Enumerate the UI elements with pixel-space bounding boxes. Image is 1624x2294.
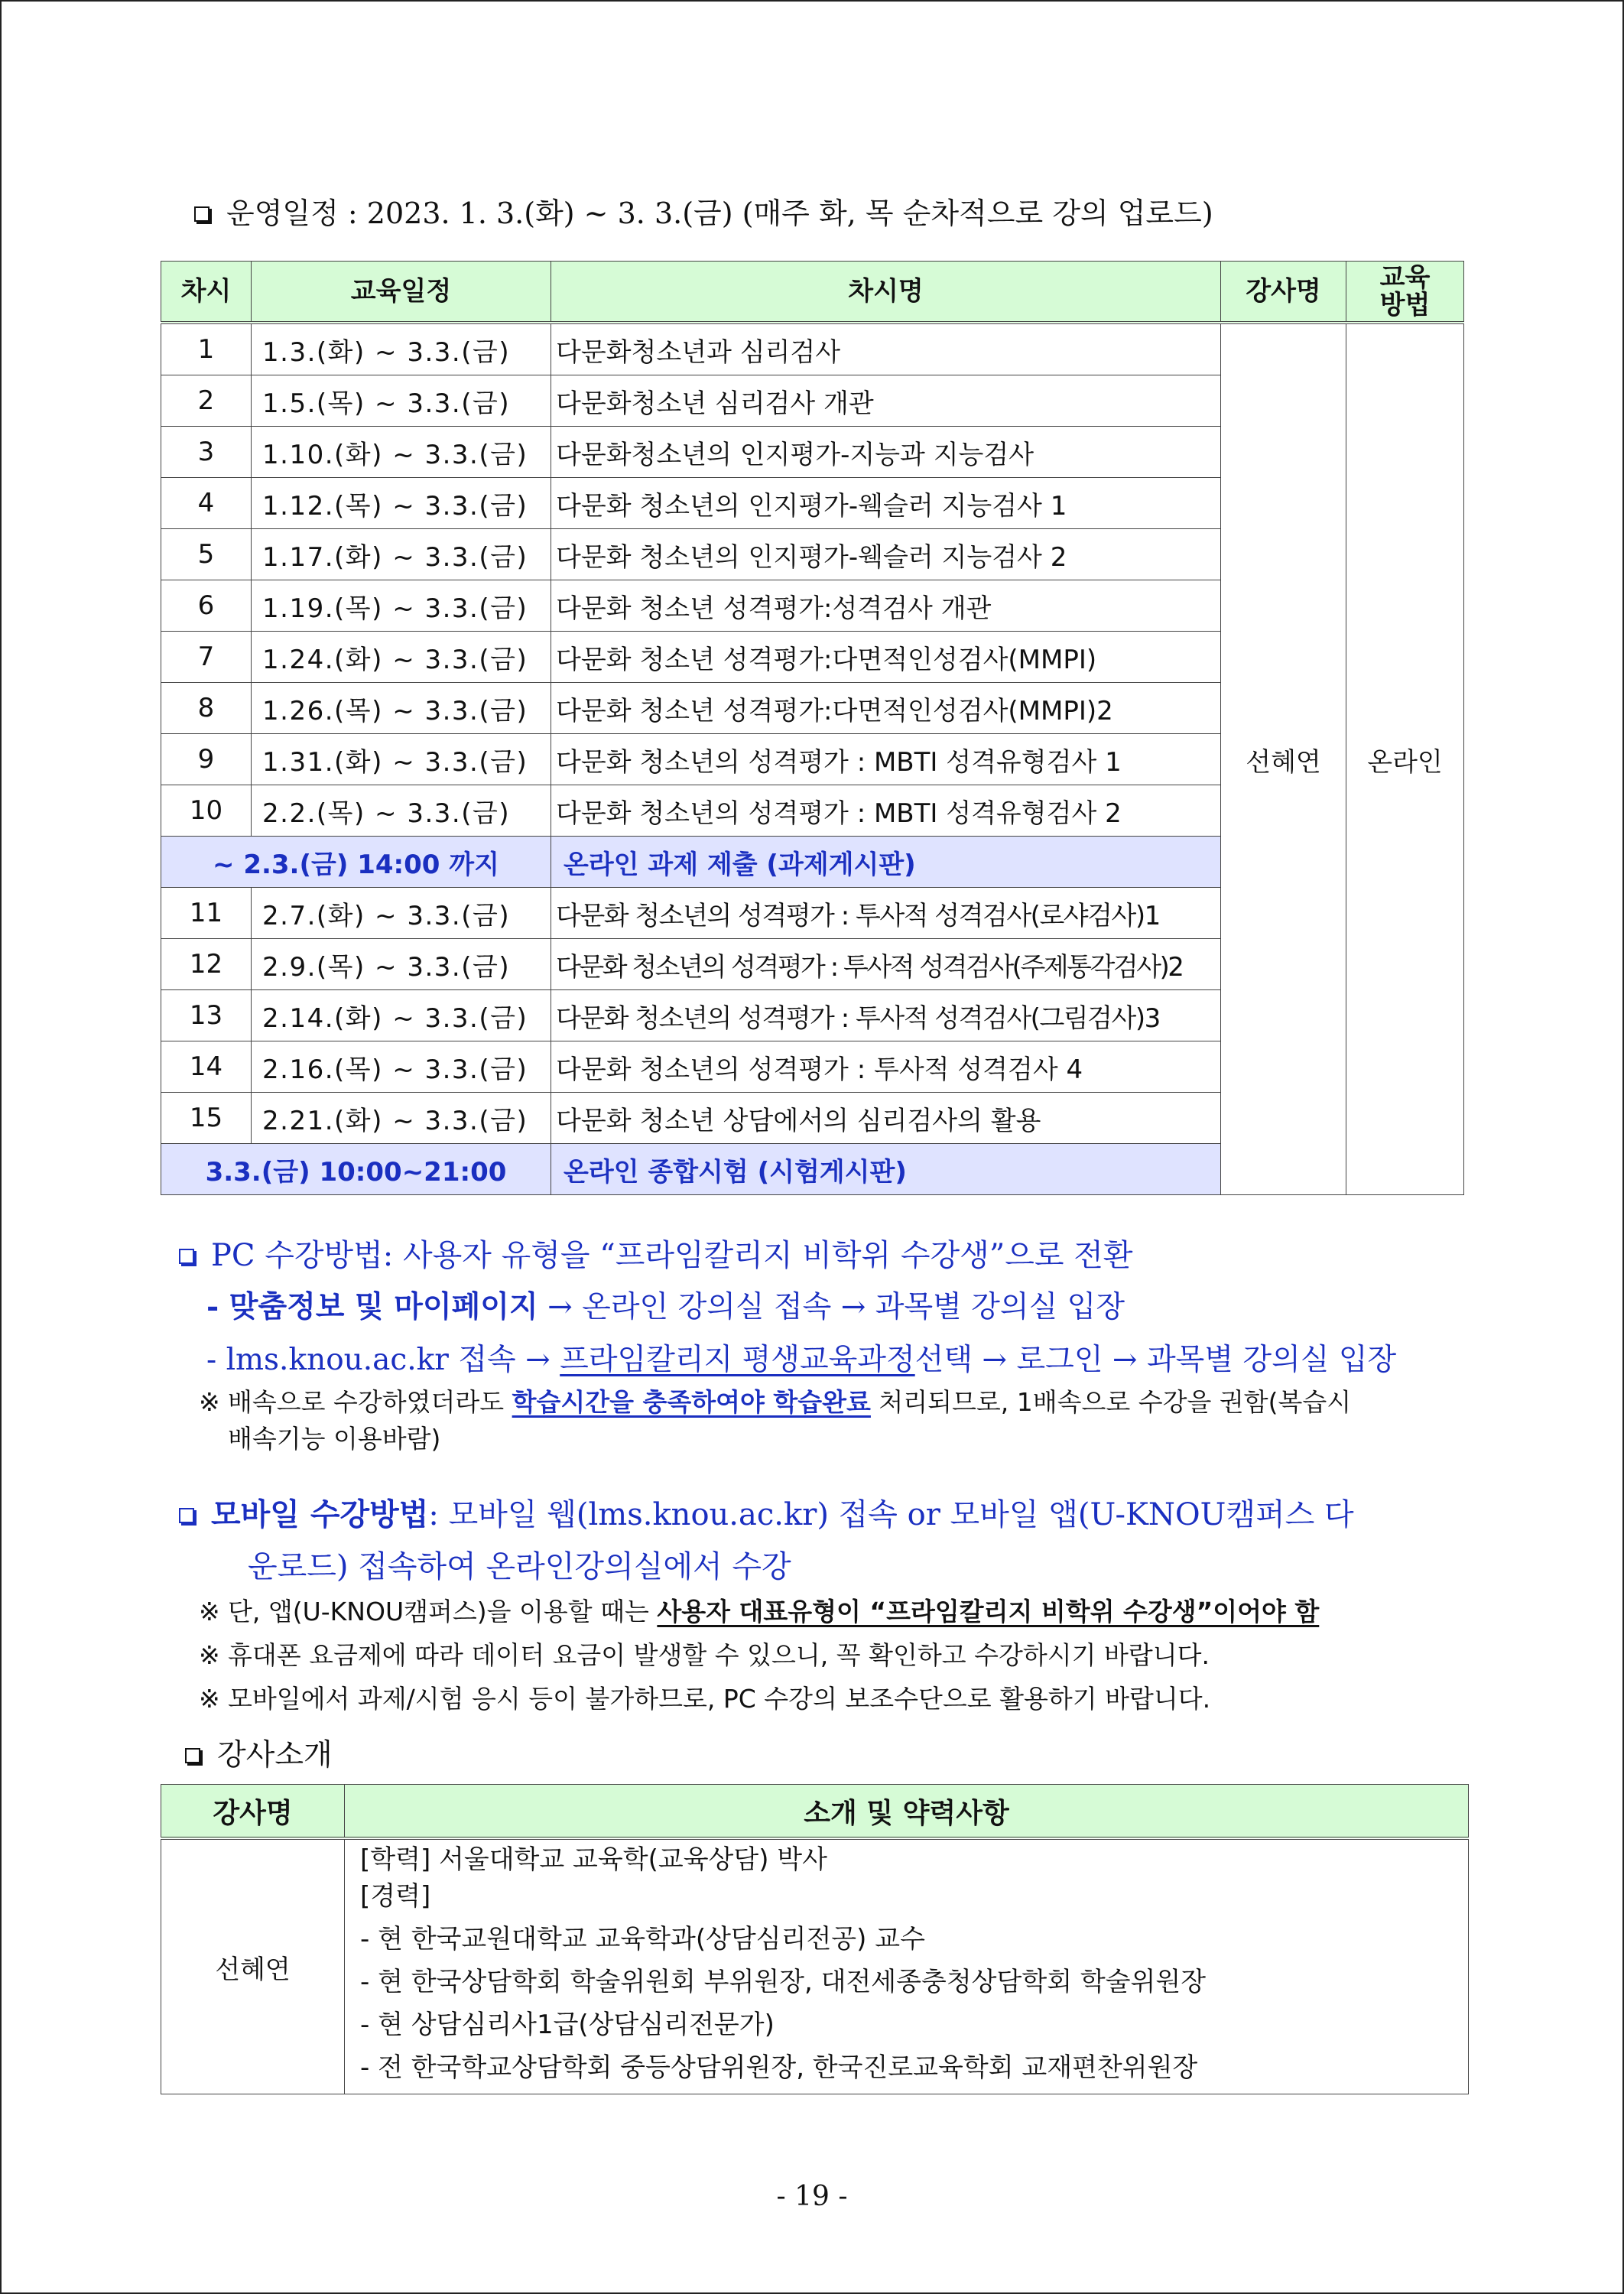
profile-line: [경력]	[360, 1881, 431, 1912]
pc-step2-a: - lms.knou.ac.kr 접속 →	[206, 1343, 560, 1377]
session-title: 다문화 청소년의 성격평가 : MBTI 성격유형검사 1	[551, 734, 1221, 785]
session-number: 9	[161, 734, 252, 785]
session-date: 1.19.(목) ~ 3.3.(금)	[252, 580, 551, 632]
mobile-note3-text: 모바일에서 과제/시험 응시 등이 불가하므로, PC 수강의 보조수단으로 활용하기 바랍니다.	[228, 1684, 1211, 1714]
education-method: 온라인	[1346, 323, 1464, 1195]
mobile-note-1	[199, 1594, 1319, 1630]
session-number: 4	[161, 478, 252, 529]
session-date: 2.2.(목) ~ 3.3.(금)	[252, 785, 551, 837]
session-date: 2.21.(화) ~ 3.3.(금)	[252, 1093, 551, 1144]
profile-line: - 현 상담심리사1급(상담심리전문가)	[360, 2010, 775, 2040]
session-title: 다문화 청소년 성격평가:다면적인성검사(MMPI)2	[551, 683, 1221, 734]
session-title: 다문화 청소년의 인지평가-웩슬러 지능검사 2	[551, 529, 1221, 580]
header-title: 차시명	[551, 262, 1221, 323]
session-number: 15	[161, 1093, 252, 1144]
assignment-deadline: ~ 2.3.(금) 14:00 까지	[161, 837, 551, 888]
pc-heading-prefix: PC 수강방법	[211, 1238, 383, 1273]
pc-note-a: 배속으로 수강하였더라도	[228, 1387, 512, 1417]
profile-line: [학력] 서울대학교 교육학(교육상담) 박사	[360, 1844, 827, 1875]
header-profile: 소개 및 약력사항	[345, 1785, 1469, 1839]
session-title: 다문화 청소년 성격평가:성격검사 개관	[551, 580, 1221, 632]
pc-step-2	[206, 1336, 1396, 1379]
page-number: - 19 -	[776, 2181, 848, 2212]
exam-title: 온라인 종합시험 (시험게시판)	[551, 1144, 1221, 1195]
pc-note	[199, 1384, 1351, 1457]
schedule-heading-text: 운영일정 : 2023. 1. 3.(화) ~ 3. 3.(금) (매주 화, 목 순차적으로 강의 업로드)	[226, 197, 1213, 230]
session-title: 다문화청소년 심리검사 개관	[551, 375, 1221, 427]
session-title: 다문화 청소년의 성격평가 : 투사적 성격검사(로샤검사)1	[551, 888, 1221, 939]
session-title: 다문화 청소년 성격평가:다면적인성검사(MMPI)	[551, 632, 1221, 683]
session-date: 1.31.(화) ~ 3.3.(금)	[252, 734, 551, 785]
session-date: 2.9.(목) ~ 3.3.(금)	[252, 939, 551, 990]
mobile-note1-a: 단, 앱(U-KNOU캠퍼스)을 이용할 때는	[228, 1597, 658, 1626]
session-date: 2.14.(화) ~ 3.3.(금)	[252, 990, 551, 1041]
session-date: 2.7.(화) ~ 3.3.(금)	[252, 888, 551, 939]
session-number: 6	[161, 580, 252, 632]
reference-mark: ※	[199, 1597, 220, 1626]
instructor-name: 선혜연	[161, 1838, 345, 2094]
header-instructor-name: 강사명	[161, 1785, 345, 1839]
session-number: 13	[161, 990, 252, 1041]
intro-header-row	[161, 1785, 1469, 1839]
instructor-name: 선혜연	[1221, 323, 1346, 1195]
pc-step-1	[206, 1283, 1125, 1326]
session-number: 12	[161, 939, 252, 990]
session-title: 다문화 청소년의 인지평가-웩슬러 지능검사 1	[551, 478, 1221, 529]
header-date: 교육일정	[252, 262, 551, 323]
session-title: 다문화 청소년 상담에서의 심리검사의 활용	[551, 1093, 1221, 1144]
session-number: 14	[161, 1041, 252, 1093]
checkbox-bullet-icon	[185, 1748, 200, 1763]
session-date: 2.16.(목) ~ 3.3.(금)	[252, 1041, 551, 1093]
reference-mark: ※	[199, 1387, 220, 1417]
mobile-heading-line2: 운로드) 접속하여 온라인강의실에서 수강	[248, 1549, 791, 1584]
pc-heading-rest: : 사용자 유형을 “프라임칼리지 비학위 수강생”으로 전환	[382, 1238, 1133, 1273]
session-number: 7	[161, 632, 252, 683]
session-number: 2	[161, 375, 252, 427]
assignment-title: 온라인 과제 제출 (과제게시판)	[551, 837, 1221, 888]
checkbox-bullet-icon	[194, 206, 209, 222]
session-title: 다문화 청소년의 성격평가 : 투사적 성격검사 4	[551, 1041, 1221, 1093]
session-number: 1	[161, 323, 252, 375]
session-date: 1.12.(목) ~ 3.3.(금)	[252, 478, 551, 529]
mobile-heading-rest: : 모바일 웹(lms.knou.ac.kr) 접속 or 모바일 앱(U-KNOU캠퍼스 다	[428, 1497, 1354, 1532]
session-date: 1.26.(목) ~ 3.3.(금)	[252, 683, 551, 734]
pc-method-heading	[179, 1231, 1133, 1275]
mobile-note1-bold: 사용자 대표유형이 “프라임칼리지 비학위 수강생”이어야 함	[657, 1597, 1320, 1626]
pc-step1-rest: → 온라인 강의실 접속 → 과목별 강의실 입장	[538, 1290, 1125, 1324]
pc-step1-bold: - 맞춤정보 및 마이페이지	[206, 1289, 538, 1324]
header-session: 차시	[161, 262, 252, 323]
intro-heading-text: 강사소개	[217, 1738, 333, 1772]
reference-mark: ※	[199, 1684, 220, 1714]
pc-note-c: 배속기능 이용바람)	[228, 1424, 441, 1454]
mobile-heading-prefix: 모바일 수강방법	[211, 1497, 429, 1532]
intro-heading	[185, 1731, 333, 1774]
mobile-note-2	[199, 1637, 1210, 1674]
session-title: 다문화 청소년의 성격평가 : MBTI 성격유형검사 2	[551, 785, 1221, 837]
schedule-table	[161, 261, 1464, 1195]
header-method: 교육 방법	[1346, 262, 1464, 323]
session-date: 1.24.(화) ~ 3.3.(금)	[252, 632, 551, 683]
session-date: 1.10.(화) ~ 3.3.(금)	[252, 427, 551, 478]
prime-college-link[interactable]: 프라임칼리지 평생교육과정	[560, 1343, 915, 1377]
session-number: 5	[161, 529, 252, 580]
profile-line: - 전 한국학교상담학회 중등상담위원장, 한국진로교육학회 교재편찬위원장	[360, 2052, 1198, 2083]
session-date: 1.3.(화) ~ 3.3.(금)	[252, 323, 551, 375]
session-number: 3	[161, 427, 252, 478]
session-title: 다문화청소년의 인지평가-지능과 지능검사	[551, 427, 1221, 478]
session-number: 10	[161, 785, 252, 837]
mobile-note-3	[199, 1681, 1210, 1717]
schedule-header-row	[161, 262, 1464, 323]
profile-line: - 현 한국상담학회 학술위원회 부위원장, 대전세종충청상담학회 학술위원장	[360, 1967, 1207, 1997]
session-title: 다문화 청소년의 성격평가 : 투사적 성격검사(주제통각검사)2	[551, 939, 1221, 990]
session-title: 다문화 청소년의 성격평가 : 투사적 성격검사(그림검사)3	[551, 990, 1221, 1041]
reference-mark: ※	[199, 1640, 220, 1670]
header-instructor: 강사명	[1221, 262, 1346, 323]
exam-time: 3.3.(금) 10:00~21:00	[161, 1144, 551, 1195]
table-row	[161, 1838, 1469, 2094]
session-date: 1.17.(화) ~ 3.3.(금)	[252, 529, 551, 580]
instructor-table	[161, 1784, 1469, 2094]
table-row	[161, 323, 1464, 375]
session-date: 1.5.(목) ~ 3.3.(금)	[252, 375, 551, 427]
checkbox-bullet-icon	[179, 1249, 194, 1264]
profile-line: - 현 한국교원대학교 교육학과(상담심리전공) 교수	[360, 1924, 925, 1954]
session-number: 8	[161, 683, 252, 734]
pc-note-b: 처리되므로, 1배속으로 수강을 권함(복습시	[870, 1387, 1352, 1417]
schedule-heading	[194, 190, 1213, 232]
session-number: 11	[161, 888, 252, 939]
mobile-note2-text: 휴대폰 요금제에 따라 데이터 요금이 발생할 수 있으니, 꼭 확인하고 수강하시기 바랍니다.	[228, 1640, 1210, 1670]
checkbox-bullet-icon	[179, 1508, 194, 1523]
instructor-profile	[345, 1838, 1469, 2094]
pc-step2-b: 선택 → 로그인 → 과목별 강의실 입장	[914, 1343, 1397, 1377]
session-title: 다문화청소년과 심리검사	[551, 323, 1221, 375]
pc-note-bold: 학습시간을 충족하여야 학습완료	[512, 1387, 871, 1417]
mobile-method-heading	[179, 1490, 1354, 1534]
